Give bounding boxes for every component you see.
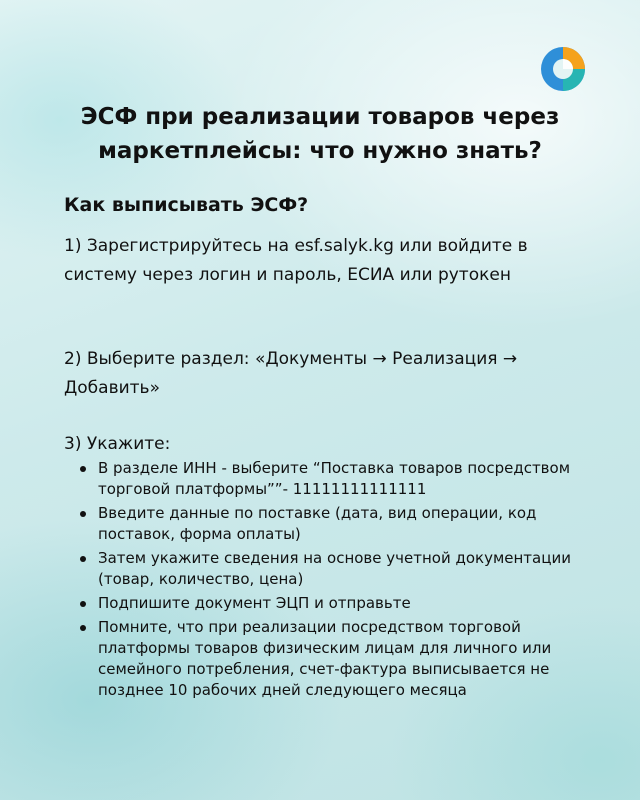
page-title: ЭСФ при реализации товаров через маркетплейсы: что нужно знать? xyxy=(80,104,560,164)
list-item xyxy=(78,593,588,614)
list-item-text: Помните, что при реализации посредством торговой платформы товаров физическим лицам для личного или семейного потребления, счет-фактура выписывается не позднее 10 рабочих дней следующего месяца xyxy=(98,618,552,699)
bullet-icon xyxy=(80,511,86,517)
bullet-icon xyxy=(80,625,86,631)
list-item xyxy=(78,617,588,701)
list-item-text: В разделе ИНН - выберите “Поставка товаров посредством торговой платформы””- 11111111111111 xyxy=(98,459,571,498)
step-1-text: 1) Зарегистрируйтесь на esf.salyk.kg или войдите в систему через логин и пароль, ЕСИА или рутокен xyxy=(64,236,528,285)
list-item xyxy=(78,458,588,500)
instructions-list xyxy=(78,458,588,704)
section-heading: Как выписывать ЭСФ? xyxy=(64,194,309,216)
step-3-text: 3) Укажите: xyxy=(64,434,171,454)
tax-service-logo-icon xyxy=(538,44,588,94)
bullet-icon xyxy=(80,556,86,562)
list-item xyxy=(78,503,588,545)
bullet-icon xyxy=(80,601,86,607)
bullet-icon xyxy=(80,466,86,472)
list-item-text: Введите данные по поставке (дата, вид операции, код поставок, форма оплаты) xyxy=(98,504,537,543)
list-item xyxy=(78,548,588,590)
list-item-text: Затем укажите сведения на основе учетной документации (товар, количество, цена) xyxy=(98,549,571,588)
list-item-text: Подпишите документ ЭЦП и отправьте xyxy=(98,594,411,612)
step-2-text: 2) Выберите раздел: «Документы → Реализация → Добавить» xyxy=(64,349,518,398)
